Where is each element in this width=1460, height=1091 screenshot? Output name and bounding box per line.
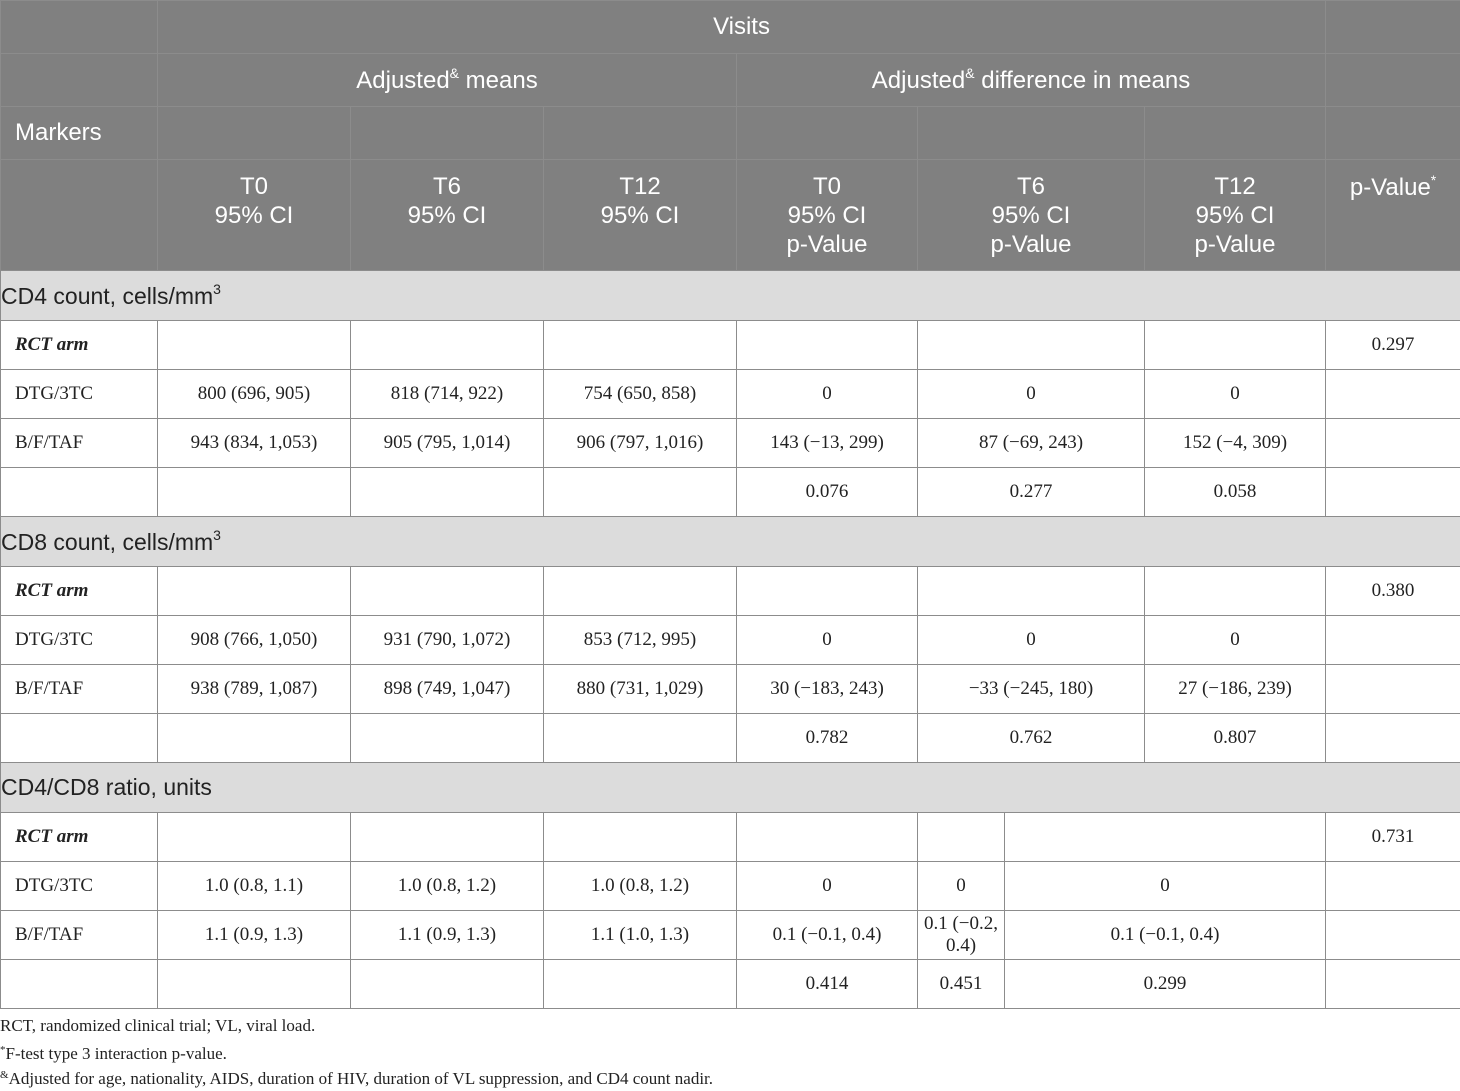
cell-diff-t6: −33 (−245, 180)	[918, 665, 1145, 714]
cell-t0: 1.1 (0.9, 1.3)	[158, 911, 351, 960]
header-empty	[1326, 107, 1460, 160]
table-row	[1, 813, 1460, 862]
header-empty	[544, 107, 737, 160]
pvalue-t6: 0.451	[918, 960, 1005, 1009]
header-row-groups	[1, 54, 1460, 107]
cell-t6: 1.0 (0.8, 1.2)	[351, 862, 544, 911]
header-col-t12-diff: T12 95% CI p-Value	[1145, 160, 1326, 271]
header-empty	[158, 107, 351, 160]
footnote-adjusted: &Adjusted for age, nationality, AIDS, duration of HIV, duration of VL suppression, and CD4 count nadir.	[0, 1063, 1460, 1088]
row-label: B/F/TAF	[1, 665, 158, 714]
cell-diff-t6: 0	[918, 862, 1005, 911]
header-visits: Visits	[158, 1, 1326, 54]
section-cd8-count	[1, 517, 1460, 567]
cell-diff-t6: 0	[918, 616, 1145, 665]
cell-t0: 800 (696, 905)	[158, 370, 351, 419]
section-title: CD8 count, cells/$mm^3$	[1, 517, 1460, 567]
cell-diff-t12: 27 (−186, 239)	[1145, 665, 1326, 714]
header-col-t0-diff: T0 95% CI p-Value	[737, 160, 918, 271]
header-empty	[737, 107, 918, 160]
cell-t6: 931 (790, 1,072)	[351, 616, 544, 665]
table-row-pvalues	[1, 714, 1460, 763]
cell-diff-t0: 0	[737, 370, 918, 419]
cell-t6: 898 (749, 1,047)	[351, 665, 544, 714]
pvalue-t12: 0.299	[1005, 960, 1326, 1009]
header-row-markers	[1, 107, 1460, 160]
pvalue-t6: 0.277	[918, 468, 1145, 517]
footnote-abbreviations: RCT, randomized clinical trial; VL, viral load.	[0, 1013, 1460, 1038]
section-cd4-cd8-ratio	[1, 763, 1460, 813]
cell-diff-t12: 0	[1145, 370, 1326, 419]
cell-diff-t0: 0	[737, 616, 918, 665]
interaction-pvalue: 0.380	[1326, 567, 1460, 616]
cell-t12: 853 (712, 995)	[544, 616, 737, 665]
table-row	[1, 419, 1460, 468]
header-empty	[1, 1, 158, 54]
header-col-t0-mean: T0 95% CI	[158, 160, 351, 271]
section-cd4-count	[1, 271, 1460, 321]
cell-t12: 1.1 (1.0, 1.3)	[544, 911, 737, 960]
interaction-pvalue: 0.297	[1326, 321, 1460, 370]
cell-diff-t6: 0.1 (−0.2, 0.4)	[918, 911, 1005, 960]
table-row-pvalues	[1, 468, 1460, 517]
table-row	[1, 911, 1460, 960]
cell-t0: 908 (766, 1,050)	[158, 616, 351, 665]
header-empty	[1145, 107, 1326, 160]
row-label: DTG/3TC	[1, 616, 158, 665]
cell-diff-t0: 143 (−13, 299)	[737, 419, 918, 468]
pvalue-t0: 0.414	[737, 960, 918, 1009]
cell-diff-t0: 30 (−183, 243)	[737, 665, 918, 714]
cell-t6: 818 (714, 922)	[351, 370, 544, 419]
cell-diff-t12: 152 (−4, 309)	[1145, 419, 1326, 468]
rct-arm-label: RCT arm	[1, 321, 158, 370]
row-label: DTG/3TC	[1, 862, 158, 911]
cell-t0: 943 (834, 1,053)	[158, 419, 351, 468]
table-row	[1, 370, 1460, 419]
cell-diff-t0: 0.1 (−0.1, 0.4)	[737, 911, 918, 960]
rct-arm-label: RCT arm	[1, 813, 158, 862]
header-adjusted-difference: Adjusted& difference in means	[737, 54, 1326, 107]
pvalue-t12: 0.058	[1145, 468, 1326, 517]
cell-t12: 880 (731, 1,029)	[544, 665, 737, 714]
header-empty	[1326, 54, 1460, 107]
cell-diff-t6: 0	[918, 370, 1145, 419]
footnotes	[0, 1013, 1460, 1088]
cell-diff-t6: 87 (−69, 243)	[918, 419, 1145, 468]
header-col-t12-mean: T12 95% CI	[544, 160, 737, 271]
interaction-pvalue: 0.731	[1326, 813, 1460, 862]
cell-t12: 754 (650, 858)	[544, 370, 737, 419]
header-col-t6-mean: T6 95% CI	[351, 160, 544, 271]
cell-t0: 938 (789, 1,087)	[158, 665, 351, 714]
row-label: DTG/3TC	[1, 370, 158, 419]
row-label: B/F/TAF	[1, 911, 158, 960]
rct-arm-label: RCT arm	[1, 567, 158, 616]
header-adjusted-means: Adjusted& means	[158, 54, 737, 107]
cell-t12: 906 (797, 1,016)	[544, 419, 737, 468]
table-row	[1, 567, 1460, 616]
table-row	[1, 616, 1460, 665]
footnote-ftest: *F-test type 3 interaction p-value.	[0, 1038, 1460, 1063]
cell-diff-t0: 0	[737, 862, 918, 911]
cell-diff-t12: 0	[1005, 862, 1326, 911]
header-row-columns	[1, 160, 1460, 271]
pvalue-t12: 0.807	[1145, 714, 1326, 763]
header-empty	[1326, 1, 1460, 54]
cell-t12: 1.0 (0.8, 1.2)	[544, 862, 737, 911]
header-empty	[351, 107, 544, 160]
cell-t0: 1.0 (0.8, 1.1)	[158, 862, 351, 911]
table-row-pvalues	[1, 960, 1460, 1009]
section-title: CD4 count, cells/$mm^3$	[1, 271, 1460, 321]
pvalue-t0: 0.076	[737, 468, 918, 517]
header-col-pvalue: p-Value*	[1326, 160, 1460, 271]
header-row-visits	[1, 1, 1460, 54]
cell-t6: 905 (795, 1,014)	[351, 419, 544, 468]
table-row	[1, 321, 1460, 370]
header-col-t6-diff: T6 95% CI p-Value	[918, 160, 1145, 271]
pvalue-t6: 0.762	[918, 714, 1145, 763]
cell-diff-t12: 0.1 (−0.1, 0.4)	[1005, 911, 1326, 960]
cell-diff-t12: 0	[1145, 616, 1326, 665]
header-empty	[1, 160, 158, 271]
header-empty	[918, 107, 1145, 160]
table-row	[1, 665, 1460, 714]
header-empty	[1, 54, 158, 107]
row-label: B/F/TAF	[1, 419, 158, 468]
cell-t6: 1.1 (0.9, 1.3)	[351, 911, 544, 960]
section-title: CD4/CD8 ratio, units	[1, 763, 1460, 813]
pvalue-t0: 0.782	[737, 714, 918, 763]
header-markers: Markers	[1, 107, 158, 160]
table-row	[1, 862, 1460, 911]
